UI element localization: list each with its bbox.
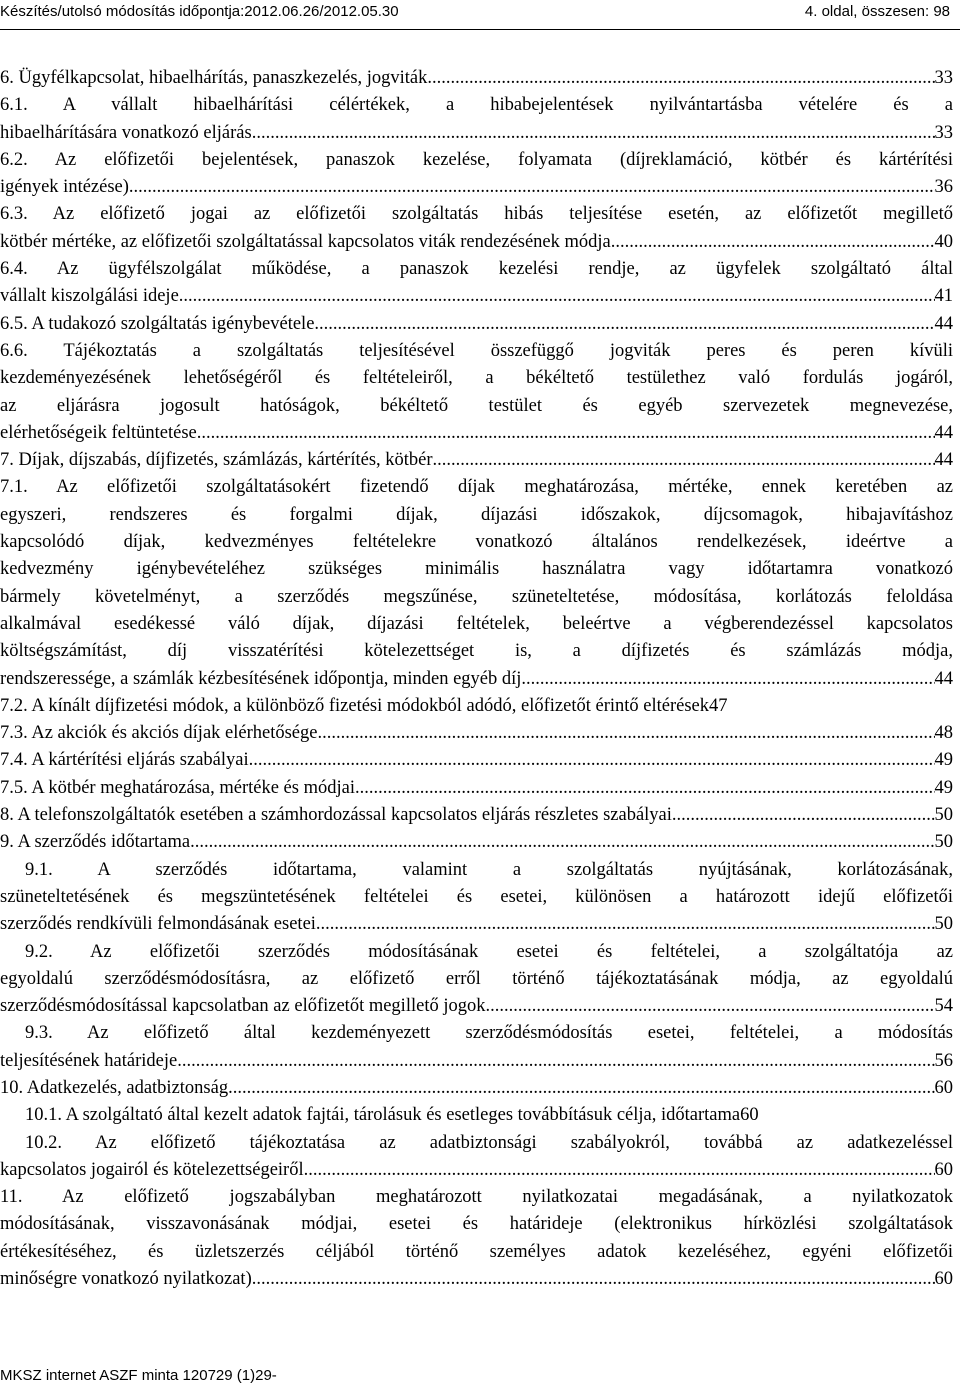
toc-page-number: 50 xyxy=(934,805,953,826)
toc-leader-dots xyxy=(433,447,935,474)
toc-entry-title: szerződés rendkívüli felmondásának esetei xyxy=(0,914,316,935)
toc-entry-last-line xyxy=(0,775,953,802)
toc-entry-last-line xyxy=(0,993,953,1020)
toc-entry-last-line xyxy=(0,802,953,829)
toc-leader-dots xyxy=(228,1075,934,1102)
toc-page-number: 44 xyxy=(934,668,953,689)
toc-entry-last-line xyxy=(0,174,953,201)
toc-entry-line: kezdeményezésének lehetőségéről és feltételeiről, a békéltető testülethez való fordulás jogáról, xyxy=(0,368,953,389)
toc-entry-title: 7.3. Az akciók és akciós díjak elérhetősége xyxy=(0,723,318,744)
toc-entry-line: költségszámítást, díj visszatérítési kötelezettséget is, a díjfizetés és számlázás módja, xyxy=(0,641,953,662)
toc-entry[interactable] xyxy=(0,474,953,692)
header-page-count: 4. oldal, összesen: 98 xyxy=(804,3,950,20)
toc-entry-line: kedvezmény igénybevételéhez szükséges minimális használatra vagy időtartamra vonatkozó xyxy=(0,559,953,580)
toc-leader-dots xyxy=(317,720,934,747)
toc-entry-last-line xyxy=(0,283,953,310)
toc-entry[interactable] xyxy=(0,1075,953,1102)
toc-entry-last-line xyxy=(0,1157,953,1184)
toc-entry[interactable] xyxy=(0,775,953,802)
toc-page-number: 40 xyxy=(934,231,953,252)
toc-entry-line: alkalmával esedékessé váló díjak, díjazási feltételek, beleértve a végberendezéssel kapcsolatos xyxy=(0,613,953,634)
toc-entry-last-line xyxy=(0,747,953,774)
toc-leader-dots xyxy=(129,174,935,201)
toc-page-number: 60 xyxy=(934,1077,953,1098)
header-rule xyxy=(0,29,960,30)
toc-entry-title: 7.4. A kártérítési eljárás szabályai xyxy=(0,750,249,771)
toc-entry-line: 6.6. Tájékoztatás a szolgáltatás teljesítésével összefüggő jogviták peres és peren kívüli xyxy=(0,340,953,361)
page-header xyxy=(0,0,960,22)
toc-entry-title: 7.2. A kínált díjfizetési módok, a különböző fizetési módokból adódó, előfizetőt érintő eltérések xyxy=(0,695,709,716)
toc-entry[interactable] xyxy=(0,1020,953,1075)
toc-page-number: 49 xyxy=(934,750,953,771)
toc-entry-last-line xyxy=(0,693,953,720)
toc-page-number: 54 xyxy=(934,996,953,1017)
toc-entry-title: 7.5. A kötbér meghatározása, mértéke és módjai xyxy=(0,777,355,798)
toc-entry-last-line xyxy=(0,447,953,474)
toc-leader-dots xyxy=(427,65,934,92)
toc-entry-line: értékesítéséhez, és üzletszerzés céljából történő személyes adatok kezeléséhez, egyéni előfizetői xyxy=(0,1241,953,1262)
toc-entry-title: 10. Adatkezelés, adatbiztonság xyxy=(0,1077,229,1098)
toc-entry-title: 6. Ügyfélkapcsolat, hibaelhárítás, panaszkezelés, jogviták xyxy=(0,68,428,88)
toc-entry-title: hibaelhárítására vonatkozó eljárás xyxy=(0,122,252,143)
toc-entry[interactable] xyxy=(0,829,953,856)
toc-entry[interactable] xyxy=(0,92,953,147)
toc-page-number: 50 xyxy=(934,832,953,853)
toc-entry-title: igények intézése) xyxy=(0,177,129,198)
toc-leader-dots xyxy=(304,1157,935,1184)
toc-entry-line: 6.1. A vállalt hibaelhárítási célértékek, a hibabejelentések nyilvántartásba vételére és a xyxy=(0,95,953,116)
toc-entry-last-line xyxy=(0,1048,953,1075)
toc-page-number: 56 xyxy=(934,1050,953,1071)
toc-entry[interactable] xyxy=(0,802,953,829)
toc-entry-title: szerződésmódosítással kapcsolatban az előfizetőt megillető jogok xyxy=(0,996,486,1017)
toc-entry[interactable] xyxy=(0,338,953,447)
toc-entry-last-line xyxy=(0,1102,953,1129)
toc-entry-title: 10.1. A szolgáltató által kezelt adatok fajtái, tárolásuk és esetleges továbbításuk célja, időtartama xyxy=(25,1105,741,1126)
toc-entry-title: elérhetőségeik feltüntetése xyxy=(0,422,197,443)
toc-entry[interactable] xyxy=(0,1184,953,1293)
toc-entry-last-line xyxy=(0,1266,953,1293)
toc-entry[interactable] xyxy=(0,693,953,720)
toc-entry-last-line xyxy=(0,65,953,92)
toc-entry-line: módosításának, visszavonásának módjai, esetei és határideje (elektronikus hírközlési szolgáltatások xyxy=(0,1214,953,1235)
toc-entry-line: 9.1. A szerződés időtartama, valamint a szolgáltatás nyújtásának, korlátozásának, xyxy=(25,859,953,880)
toc-leader-dots xyxy=(197,420,935,447)
toc-entry-line: az eljárásra jogosult hatóságok, békéltető testület és egyéb szervezetek megnevezése, xyxy=(0,395,953,416)
toc-page-number: 33 xyxy=(934,122,953,143)
toc-page-number: 49 xyxy=(934,777,953,798)
page-footer: MKSZ internet ASZF minta 120729 (1)29- xyxy=(0,1367,277,1384)
toc-page-number: 44 xyxy=(934,422,953,443)
toc-entry-title: rendszeressége, a számlák kézbesítésének időpontja, minden egyéb díj xyxy=(0,668,522,689)
toc-page-number: 44 xyxy=(934,450,953,471)
toc-entry-last-line xyxy=(0,229,953,256)
toc-entry-last-line xyxy=(0,420,953,447)
toc-entry[interactable] xyxy=(0,1102,953,1129)
toc-entry-title: minőségre vonatkozó nyilatkozat) xyxy=(0,1269,252,1290)
toc-leader-dots xyxy=(485,993,934,1020)
toc-entry-last-line xyxy=(0,120,953,147)
toc-page-number: 44 xyxy=(934,313,953,334)
toc-entry[interactable] xyxy=(0,147,953,202)
toc-entry-line: 6.4. Az ügyfélszolgálat működése, a panaszok kezelési rendje, az ügyfelek szolgáltató által xyxy=(0,259,953,280)
header-timestamp: Készítés/utolsó módosítás időpontja:2012.06.26/2012.05.30 xyxy=(0,3,399,20)
toc-leader-dots xyxy=(252,120,935,147)
toc-entry-title: teljesítésének határideje xyxy=(0,1050,178,1071)
toc-entry[interactable] xyxy=(0,939,953,1021)
toc-entry-last-line xyxy=(0,720,953,747)
toc-entry-line: 6.2. Az előfizetői bejelentések, panaszok kezelése, folyamata (díjreklamáció, kötbér és kártérítési xyxy=(0,149,953,170)
toc-entry-line: bármely követelményt, a szerződés megszűnése, szüneteltetése, módosítása, korlátozás feloldása xyxy=(0,586,953,607)
toc-page-number: 48 xyxy=(934,723,953,744)
toc-page-number: 60 xyxy=(934,1159,953,1180)
toc-leader-dots xyxy=(190,829,934,856)
toc-leader-dots xyxy=(355,775,935,802)
toc-entry[interactable] xyxy=(0,201,953,256)
toc-entry-last-line xyxy=(0,1075,953,1102)
toc-leader-dots xyxy=(316,911,935,938)
toc-entry[interactable] xyxy=(0,65,953,92)
toc-leader-dots xyxy=(611,229,935,256)
toc-leader-dots xyxy=(179,283,935,310)
toc-entry[interactable] xyxy=(0,747,953,774)
toc-leader-dots xyxy=(252,1266,935,1293)
table-of-contents xyxy=(0,65,953,1293)
toc-entry[interactable] xyxy=(0,447,953,474)
toc-page-number: 33 xyxy=(934,68,953,88)
toc-entry-line: egyszeri, rendszeres és forgalmi díjak, díjazási időszakok, díjcsomagok, hibajavításhoz xyxy=(0,504,953,525)
toc-page-number: 60 xyxy=(740,1105,759,1126)
toc-entry-title: 7. Díjak, díjszabás, díjfizetés, számlázás, kártérítés, kötbér xyxy=(0,450,433,471)
toc-page-number: 50 xyxy=(934,914,953,935)
toc-entry[interactable] xyxy=(0,857,953,939)
toc-page-number: 36 xyxy=(934,177,953,198)
toc-entry-line: 10.2. Az előfizető tájékoztatása az adatbiztonsági szabályokról, továbbá az adatkezeléssel xyxy=(25,1132,953,1153)
toc-entry-line: egyoldalú szerződésmódosításra, az előfizető erről történő tájékoztatásának módja, az egyoldalú xyxy=(0,968,953,989)
toc-entry-title: 6.5. A tudakozó szolgáltatás igénybevétele xyxy=(0,313,315,334)
toc-entry-last-line xyxy=(0,666,953,693)
toc-leader-dots xyxy=(521,666,934,693)
toc-page-number: 60 xyxy=(934,1269,953,1290)
toc-entry-last-line xyxy=(0,911,953,938)
toc-entry-last-line xyxy=(0,829,953,856)
toc-entry-title: vállalt kiszolgálási ideje xyxy=(0,286,179,307)
toc-entry-line: 7.1. Az előfizetői szolgáltatásokért fizetendő díjak meghatározása, mértéke, ennek keretében az xyxy=(0,477,953,498)
toc-page-number: 41 xyxy=(934,286,953,307)
toc-leader-dots xyxy=(249,747,935,774)
toc-entry-title: kapcsolatos jogairól és kötelezettségeiről xyxy=(0,1159,304,1180)
toc-entry-title: kötbér mértéke, az előfizetői szolgáltatással kapcsolatos viták rendezésének módja xyxy=(0,231,611,252)
toc-entry[interactable] xyxy=(0,311,953,338)
toc-entry-line: 11. Az előfizető jogszabályban meghatározott nyilatkozatai megadásának, a nyilatkozatok xyxy=(0,1187,953,1208)
toc-leader-dots xyxy=(314,311,934,338)
toc-entry-line: 9.3. Az előfizető által kezdeményezett szerződésmódosítás esetei, feltételei, a módosítás xyxy=(25,1023,953,1044)
toc-leader-dots xyxy=(672,802,935,829)
toc-entry-title: 9. A szerződés időtartama xyxy=(0,832,191,853)
toc-entry-line: kapcsolódó díjak, kedvezményes feltételekre vonatkozó általános rendelkezések, ideértve a xyxy=(0,532,953,553)
toc-entry-line: 9.2. Az előfizetői szerződés módosításának esetei és feltételei, a szolgáltatója az xyxy=(25,941,953,962)
toc-entry[interactable] xyxy=(0,720,953,747)
toc-leader-dots xyxy=(177,1048,934,1075)
toc-entry[interactable] xyxy=(0,256,953,311)
toc-page-number: 47 xyxy=(709,695,728,716)
toc-entry-last-line xyxy=(0,311,953,338)
toc-entry[interactable] xyxy=(0,1130,953,1185)
toc-entry-line: szüneteltetésének és megszüntetésének feltételei és esetei, különösen a határozott idejű előfizetői xyxy=(0,886,953,907)
toc-entry-line: 6.3. Az előfizető jogai az előfizetői szolgáltatás hibás teljesítése esetén, az előfizetőt megillető xyxy=(0,204,953,225)
toc-entry-title: 8. A telefonszolgáltatók esetében a számhordozással kapcsolatos eljárás részletes szabályai xyxy=(0,805,672,826)
